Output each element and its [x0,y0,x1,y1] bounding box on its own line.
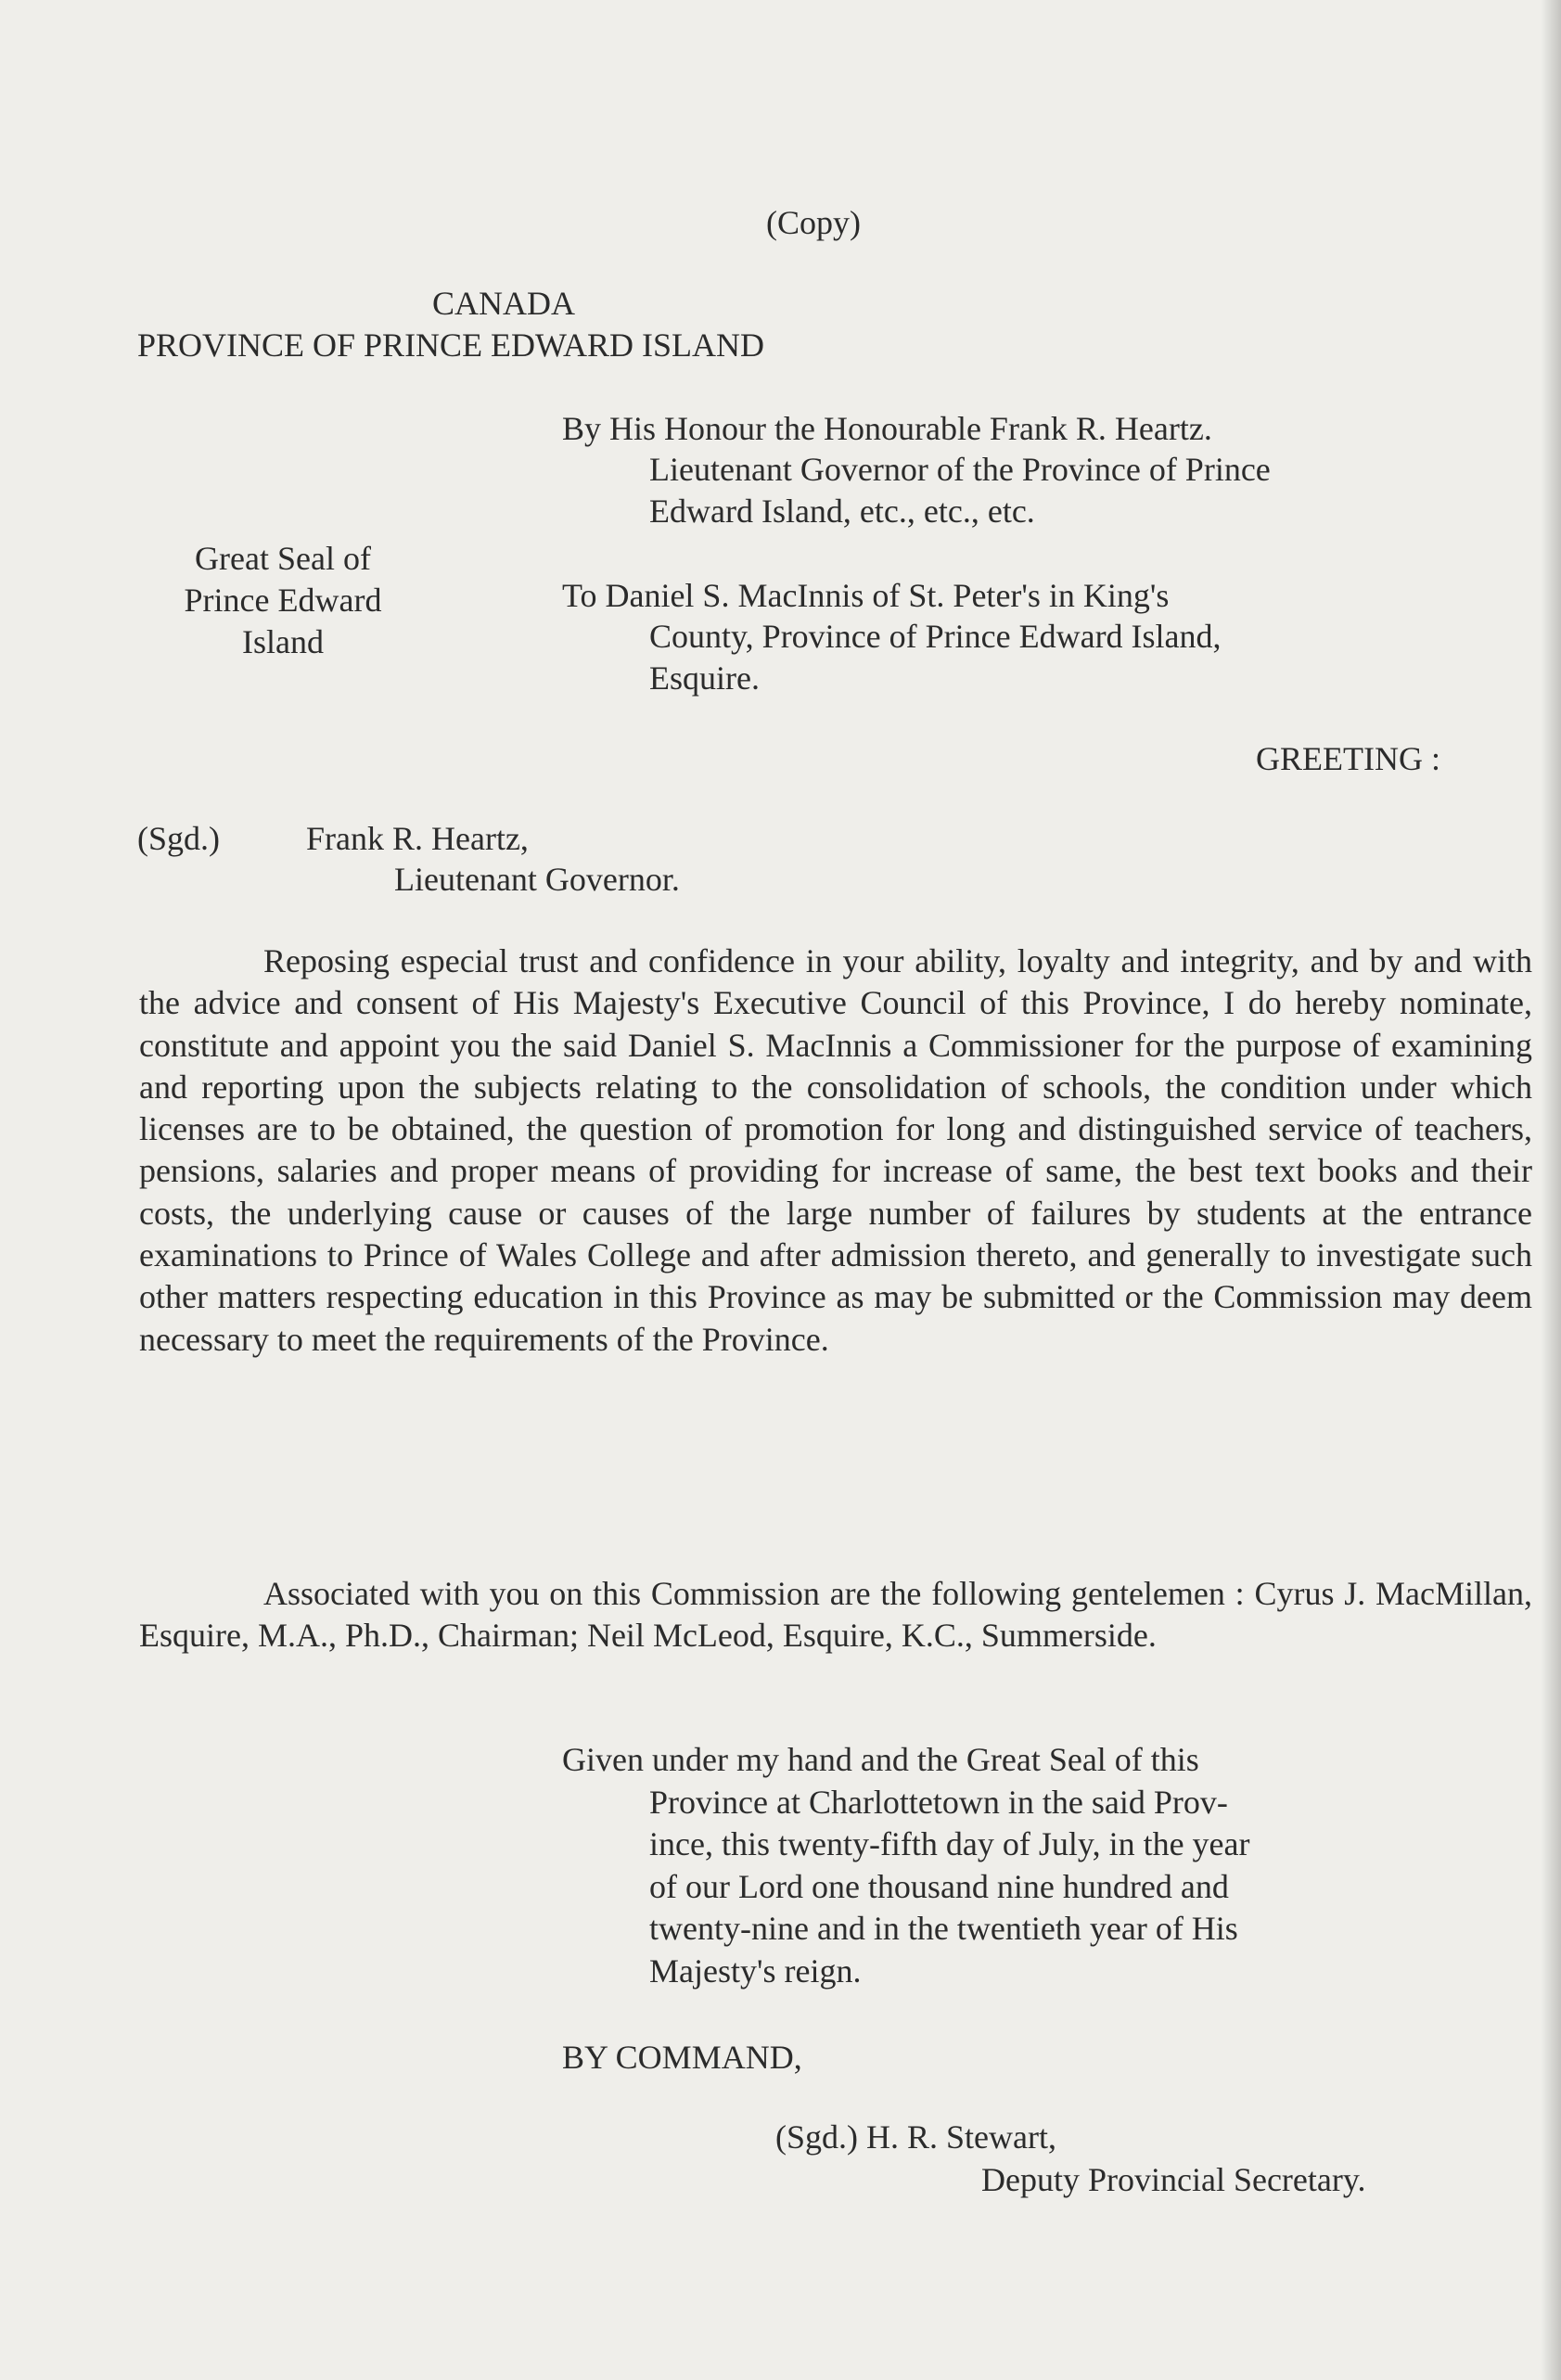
commission-paragraph [139,940,1532,1361]
country-heading: CANADA [432,285,576,322]
signatory-title: Lieutenant Governor. [394,861,680,898]
given-line: of our Lord one thousand nine hundred and [649,1867,1229,1905]
signed-mark: (Sgd.) [137,820,220,857]
copy-label: (Copy) [766,204,861,241]
by-cont-line: Lieutenant Governor of the Province of Prince [649,451,1271,488]
seal-line: Prince Edward [184,582,382,619]
to-cont-line: County, Province of Prince Edward Island, [649,618,1222,655]
by-cont-line: Edward Island, etc., etc., etc. [649,493,1035,530]
page-edge-shadow [1541,0,1561,2380]
to-continuation [649,616,1222,699]
given-line: twenty-nine and in the twentieth year of His [649,1910,1238,1947]
given-line: Majesty's reign. [649,1951,862,1990]
seal-line: Island [242,623,324,660]
paragraph-text: Reposing especial trust and confidence in your ability, loyalty and integrity, and by and with the advice and consent of His Majesty's Executive Council of this Province, I do hereby nominate, constitute and appoint you the said Daniel S. MacInnis a Commissioner for the purpose of examining and reporting upon the subjects relating to the consolidation of schools, the condition under which licenses are to be obtained, the question of promotion for long and distinguished service of teachers, pensions, salaries and proper means of providing for increase of same, the best text books and their costs, the underlying cause or causes of the large number of failures by students at the entrance examinations to Prince of Wales College and after admission thereto, and generally to investigate such other matters respecting education in this Province as may be submitted or the Commission may deem necessary to meet the requirements of the Province. [139,942,1532,1358]
given-under-block [562,1739,1250,1992]
by-line: By His Honour the Honourable Frank R. Heartz. [562,410,1212,447]
great-seal-label [121,538,445,663]
given-line: Province at Charlottetown in the said Prov- [649,1783,1228,1821]
province-heading: PROVINCE OF PRINCE EDWARD ISLAND [137,326,765,364]
paragraph-text: Associated with you on this Commission are the following gentelemen : Cyrus J. MacMillan, Esquire, M.A., Ph.D., Chairman; Neil McLeod, Esquire, K.C., Summerside. [139,1575,1532,1655]
secretary-title: Deputy Provincial Secretary. [981,2161,1366,2198]
to-cont-line: Esquire. [649,659,760,697]
by-command: BY COMMAND, [562,2039,802,2076]
given-line: Given under my hand and the Great Seal of this [562,1741,1199,1778]
secretary-signature: (Sgd.) H. R. Stewart, [775,2118,1056,2156]
signatory-name: Frank R. Heartz, [306,820,529,857]
seal-line: Great Seal of [195,540,371,577]
greeting: GREETING : [1256,740,1440,777]
given-line: ince, this twenty-fifth day of July, in the year [649,1825,1250,1862]
associates-paragraph [139,1573,1532,1657]
by-continuation [649,449,1271,532]
to-line: To Daniel S. MacInnis of St. Peter's in King's [562,577,1170,614]
